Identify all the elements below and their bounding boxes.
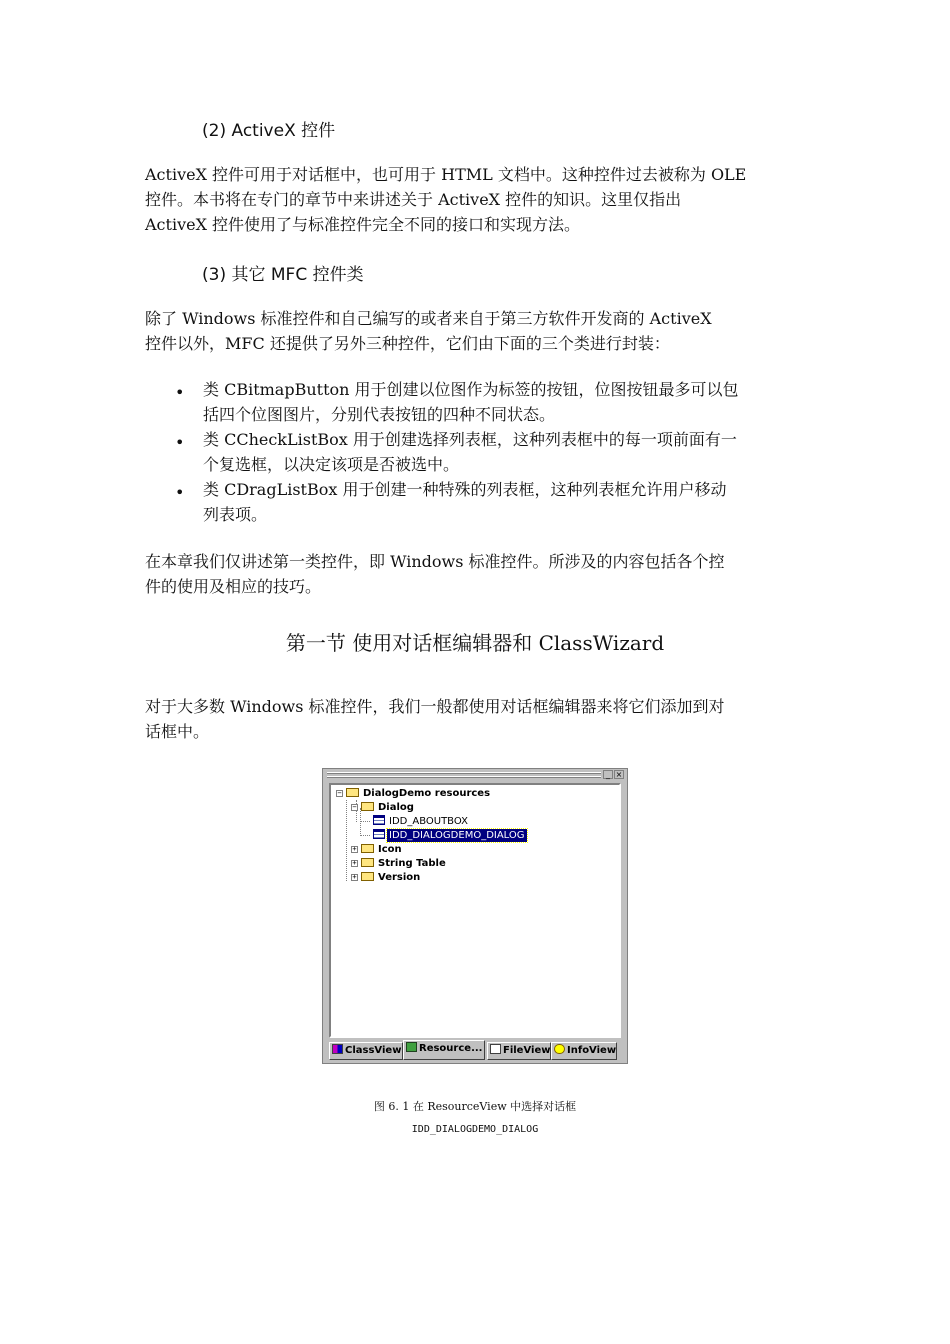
minimize-button[interactable]: _	[603, 770, 613, 779]
list-item	[175, 477, 815, 527]
list-item	[175, 377, 815, 427]
infoview-icon	[554, 1044, 565, 1054]
text-line: 控件。本书将在专门的章节中来讲述关于 ActiveX 控件的知识。这里仅指出	[145, 190, 682, 209]
bullet-dot: •	[175, 433, 185, 452]
paragraph-dialog-editor	[145, 694, 810, 744]
text-line: 件的使用及相应的技巧。	[145, 577, 322, 596]
figure-caption-id: IDD_DIALOGDEMO_DIALOG	[411, 1124, 539, 1135]
paragraph-mfc-intro	[145, 306, 810, 356]
expand-toggle[interactable]: +	[352, 845, 357, 853]
tree-connector	[360, 821, 370, 822]
folder-closed-icon	[361, 844, 374, 853]
tree-node-aboutbox[interactable]: IDD_ABOUTBOX	[373, 815, 470, 828]
paragraph-chapter-scope	[145, 549, 810, 599]
close-button[interactable]: ×	[615, 770, 623, 779]
tab-infoview[interactable]: InfoView	[551, 1042, 617, 1060]
tree-connector	[360, 835, 370, 836]
fileview-icon	[490, 1044, 501, 1054]
folder-open-icon	[361, 802, 374, 811]
bullet-list	[175, 377, 815, 527]
tree-node-dialog[interactable]: Dialog	[361, 801, 416, 814]
tree-node-root[interactable]: DialogDemo resources	[346, 787, 492, 800]
text-line: 控件以外，MFC 还提供了另外三种控件，它们由下面的三个类进行封装：	[145, 334, 670, 353]
bullet-dot: •	[175, 483, 185, 502]
dialog-resource-icon	[373, 815, 385, 825]
text-line: 对于大多数 Windows 标准控件，我们一般都使用对话框编辑器来将它们添加到对	[145, 697, 725, 716]
title-grip[interactable]	[327, 772, 601, 774]
text-line: 类 CCheckListBox 用于创建选择列表框，这种列表框中的每一项前面有一	[203, 430, 737, 449]
paragraph-activex	[145, 162, 810, 237]
text-line: 列表项。	[203, 505, 268, 524]
section-title-en: ClassWizard	[538, 631, 665, 655]
text-line: ActiveX 控件可用于对话框中，也可用于 HTML 文档中。这种控件过去被称为 OLE	[145, 165, 747, 184]
section-title-cn: 第一节 使用对话框编辑器和	[285, 631, 539, 655]
title-grip[interactable]	[327, 776, 601, 778]
tree-connector	[346, 800, 347, 881]
text-line: 括四个位图图片，分别代表按钮的四种不同状态。	[203, 405, 556, 424]
subheading-activex: (2) ActiveX 控件	[202, 121, 336, 141]
dialog-resource-icon	[373, 829, 385, 839]
figure-caption: 图 6. 1 在 ResourceView 中选择对话框	[373, 1100, 577, 1113]
tree-node-version[interactable]: Version	[361, 871, 422, 884]
tab-resourceview[interactable]: Resource...	[403, 1040, 485, 1060]
expand-toggle[interactable]: +	[352, 859, 357, 867]
folder-open-icon	[346, 788, 359, 797]
tab-fileview[interactable]: FileView	[487, 1042, 551, 1060]
text-line: 个复选框，以决定该项是否被选中。	[203, 455, 460, 474]
text-line: 话框中。	[145, 722, 210, 741]
text-line: 类 CBitmapButton 用于创建以位图作为标签的按钮，位图按钮最多可以包	[203, 380, 739, 399]
resourceview-icon	[406, 1042, 417, 1052]
bullet-dot: •	[175, 383, 185, 402]
tab-classview[interactable]: ClassView	[329, 1042, 403, 1060]
collapse-toggle[interactable]: −	[352, 803, 357, 811]
resource-tree[interactable]	[329, 783, 621, 1038]
tree-node-dialogdemo-selected[interactable]: IDD_DIALOGDEMO_DIALOG	[373, 829, 527, 842]
text-line: 类 CDragListBox 用于创建一种特殊的列表框，这种列表框允许用户移动	[203, 480, 727, 499]
classview-icon	[332, 1044, 343, 1054]
section-title	[0, 627, 950, 656]
text-line: 在本章我们仅讲述第一类控件，即 Windows 标准控件。所涉及的内容包括各个控	[145, 552, 725, 571]
tree-node-icon[interactable]: Icon	[361, 843, 404, 856]
folder-closed-icon	[361, 872, 374, 881]
subheading-mfc-controls: (3) 其它 MFC 控件类	[202, 265, 364, 285]
list-item	[175, 427, 815, 477]
text-line: 除了 Windows 标准控件和自己编写的或者来自于第三方软件开发商的 ActiveX	[145, 309, 712, 328]
expand-toggle[interactable]: +	[352, 873, 357, 881]
workspace-window	[322, 768, 628, 1064]
text-line: ActiveX 控件使用了与标准控件完全不同的接口和实现方法。	[145, 215, 581, 234]
folder-closed-icon	[361, 858, 374, 867]
collapse-toggle[interactable]: −	[337, 789, 342, 797]
tree-node-string-table[interactable]: String Table	[361, 857, 448, 870]
